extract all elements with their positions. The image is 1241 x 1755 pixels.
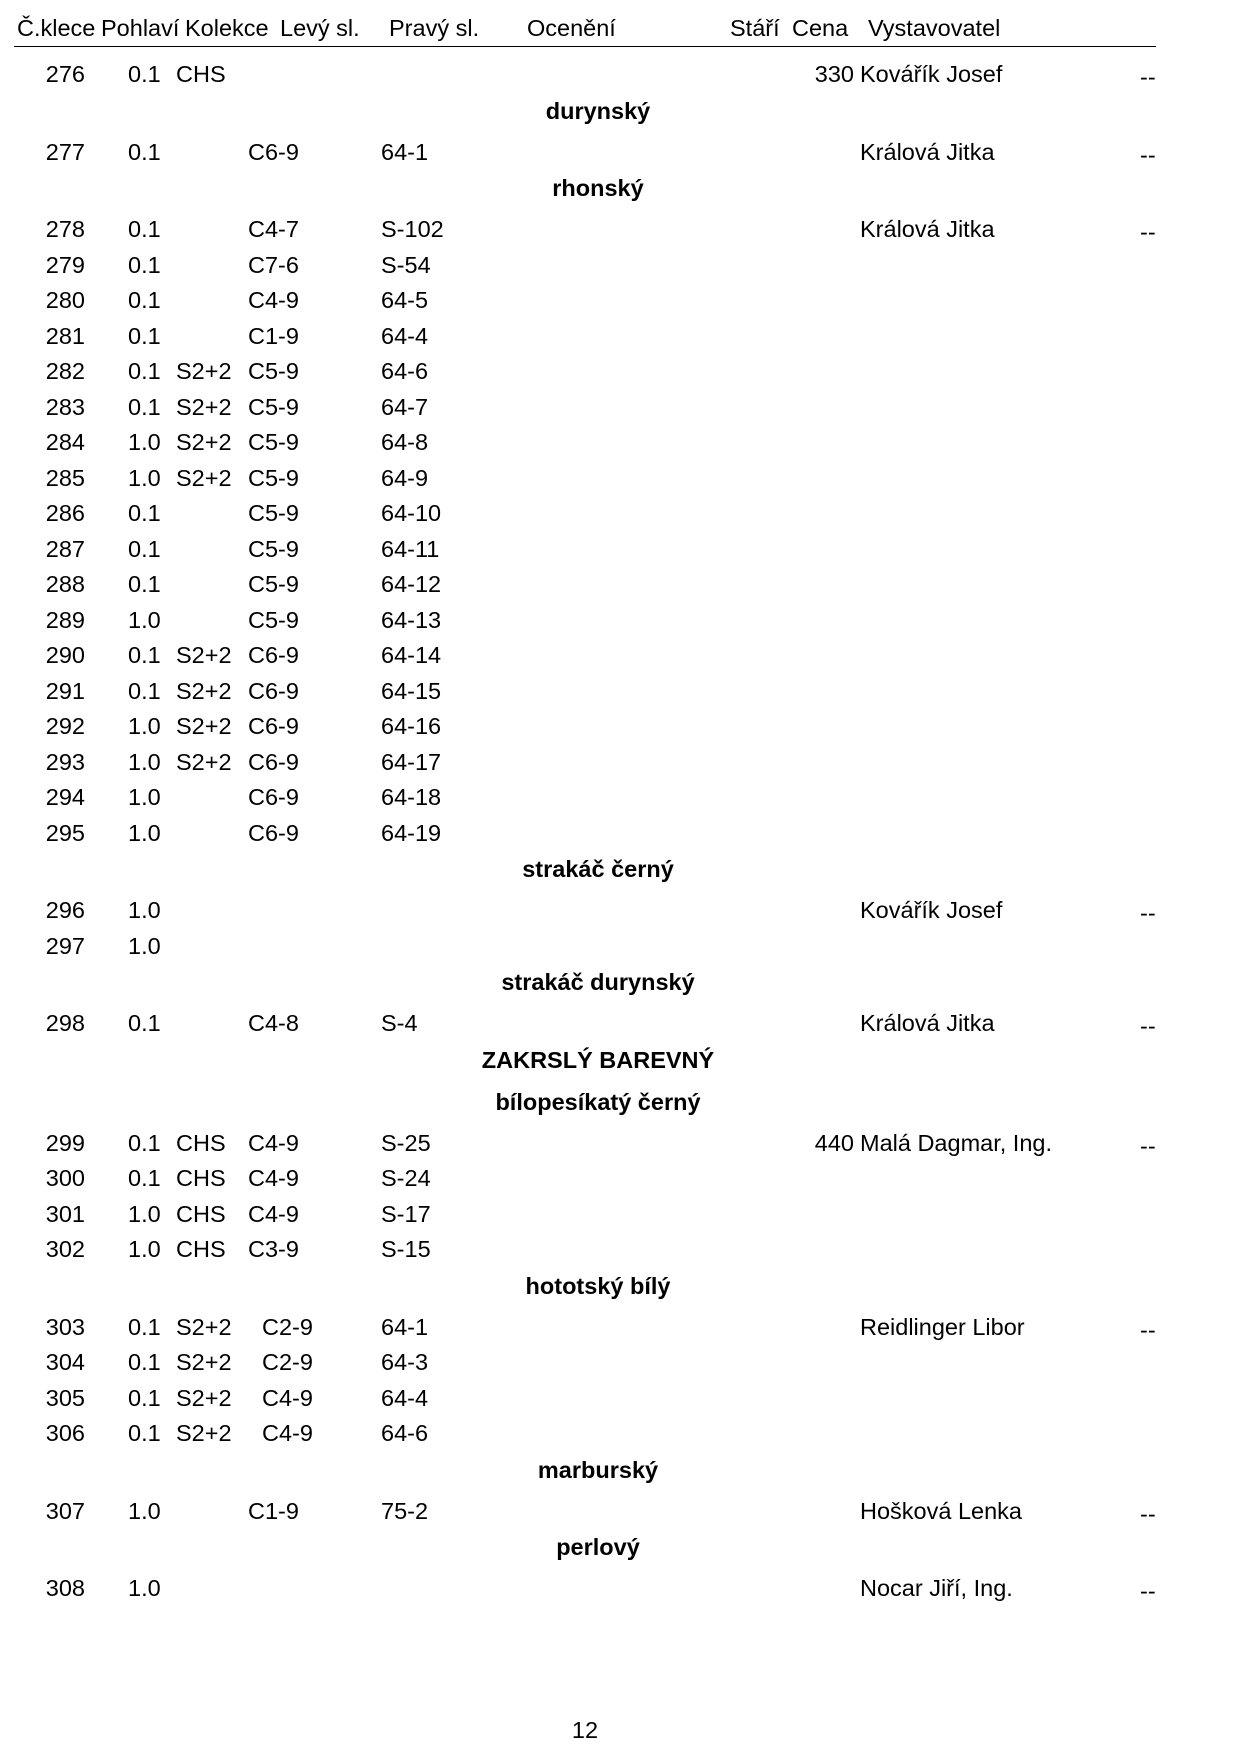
sex-ratio: 0.1 — [128, 535, 161, 562]
left-ring: C6-9 — [248, 784, 299, 810]
rating-dash: -- — [1140, 1013, 1156, 1039]
right-ring: 64-1 — [381, 1313, 429, 1340]
cage-number: 306 — [45, 1420, 85, 1446]
right-ring: 64-5 — [381, 287, 429, 313]
cage-number: 279 — [45, 251, 85, 278]
collection-code: S2+2 — [176, 748, 232, 775]
collection-code: S2+2 — [176, 713, 232, 739]
sex-ratio: 0.1 — [128, 1165, 161, 1191]
sex-ratio: 0.1 — [128, 287, 161, 313]
right-ring: 64-18 — [381, 784, 442, 810]
sex-ratio: 0.1 — [128, 251, 161, 278]
cage-number: 291 — [45, 677, 85, 704]
price: 440 — [814, 1129, 854, 1156]
rating-dash: -- — [1140, 141, 1156, 168]
sex-ratio: 0.1 — [128, 500, 161, 526]
left-ring: C4-9 — [248, 1165, 299, 1191]
left-ring: C5-9 — [248, 606, 299, 633]
collection-code: CHS — [176, 1236, 226, 1262]
sex-ratio: 0.1 — [128, 1313, 161, 1340]
exhibitor-name: Kovářík Josef — [860, 61, 1003, 87]
cage-number: 296 — [45, 897, 85, 923]
collection-code: S2+2 — [176, 464, 232, 491]
cage-number: 295 — [45, 819, 85, 846]
header-rule — [14, 46, 1156, 47]
cage-number: 278 — [45, 216, 85, 242]
section-heading: strakáč černý — [522, 856, 674, 882]
exhibitor-name: Malá Dagmar, Ing. — [860, 1129, 1053, 1156]
cage-number: 286 — [45, 500, 85, 526]
sex-ratio: 1.0 — [128, 713, 161, 739]
sex-ratio: 0.1 — [128, 642, 161, 668]
cage-number: 304 — [45, 1349, 85, 1375]
sex-ratio: 1.0 — [128, 819, 161, 846]
section-heading: strakáč durynský — [501, 969, 695, 995]
collection-code: CHS — [176, 1165, 226, 1191]
cage-number: 276 — [45, 61, 85, 87]
collection-code: S2+2 — [176, 393, 232, 420]
sex-ratio: 1.0 — [128, 748, 161, 775]
cage-number: 294 — [45, 784, 85, 810]
left-ring: C6-9 — [248, 713, 299, 739]
right-ring: 64-1 — [381, 138, 429, 165]
sex-ratio: 1.0 — [128, 897, 161, 923]
left-ring: C4-9 — [248, 287, 299, 313]
left-ring: C1-9 — [248, 1497, 299, 1524]
left-ring: C5-9 — [248, 464, 299, 491]
left-ring: C6-9 — [248, 748, 299, 775]
sex-ratio: 0.1 — [128, 216, 161, 242]
section-heading: hototský bílý — [525, 1272, 671, 1299]
cage-number: 292 — [45, 713, 85, 739]
left-ring: C4-9 — [262, 1420, 313, 1446]
right-ring: 64-17 — [381, 748, 442, 775]
right-ring: 64-7 — [381, 393, 429, 420]
sex-ratio: 1.0 — [128, 784, 161, 810]
cage-number: 284 — [45, 429, 85, 455]
exhibitor-name: Králová Jitka — [860, 216, 995, 242]
sex-ratio: 1.0 — [128, 1236, 161, 1262]
right-ring: 64-19 — [381, 819, 442, 846]
right-ring: 64-14 — [381, 642, 442, 668]
exhibitor-name: Reidlinger Libor — [860, 1313, 1025, 1340]
sex-ratio: 0.1 — [128, 1129, 161, 1156]
cage-number: 302 — [45, 1236, 85, 1262]
left-ring: C4-9 — [248, 1129, 299, 1156]
cage-number: 280 — [45, 287, 85, 313]
right-ring: S-4 — [381, 1010, 418, 1036]
left-ring: C4-7 — [248, 216, 299, 242]
cage-number: 298 — [45, 1010, 85, 1036]
right-ring: 64-8 — [381, 429, 429, 455]
left-ring: C5-9 — [248, 393, 299, 420]
sex-ratio: 0.1 — [128, 322, 161, 349]
cage-number: 301 — [45, 1200, 85, 1227]
rating-dash: -- — [1140, 219, 1156, 245]
right-ring: S-24 — [381, 1165, 431, 1191]
left-ring: C4-9 — [248, 1200, 299, 1227]
collection-code: CHS — [176, 1129, 226, 1156]
header-rating: Ocenění — [527, 15, 616, 41]
sex-ratio: 0.1 — [128, 393, 161, 420]
cage-number: 300 — [45, 1165, 85, 1191]
sex-ratio: 1.0 — [128, 1497, 161, 1524]
right-ring: 64-16 — [381, 713, 442, 739]
left-ring: C5-9 — [248, 535, 299, 562]
right-ring: 64-15 — [381, 677, 442, 704]
right-ring: 64-11 — [381, 535, 440, 562]
sex-ratio: 0.1 — [128, 677, 161, 704]
left-ring: C7-6 — [248, 251, 299, 278]
header-cage: Č.klece — [17, 15, 96, 41]
collection-code: CHS — [176, 61, 226, 87]
sex-ratio: 0.1 — [128, 1420, 161, 1446]
right-ring: 64-4 — [381, 322, 429, 349]
left-ring: C2-9 — [262, 1349, 313, 1375]
page-number: 12 — [571, 1717, 599, 1743]
right-ring: 64-6 — [381, 1420, 429, 1446]
sex-ratio: 0.1 — [128, 138, 161, 165]
right-ring: 64-3 — [381, 1349, 429, 1375]
rating-dash: -- — [1140, 1132, 1156, 1159]
left-ring: C1-9 — [248, 322, 299, 349]
right-ring: 64-10 — [381, 500, 442, 526]
section-heading: bílopesíkatý černý — [495, 1088, 701, 1115]
left-ring: C5-9 — [248, 358, 299, 384]
section-heading: durynský — [545, 97, 651, 124]
cage-number: 283 — [45, 393, 85, 420]
rating-dash: -- — [1140, 64, 1156, 90]
left-ring: C6-9 — [248, 642, 299, 668]
price: 330 — [814, 61, 854, 87]
cage-number: 299 — [45, 1129, 85, 1156]
collection-code: S2+2 — [176, 429, 232, 455]
cage-number: 307 — [45, 1497, 85, 1524]
section-heading: marburský — [537, 1456, 659, 1483]
exhibitor-name: Králová Jitka — [860, 1010, 995, 1036]
right-ring: 64-12 — [381, 571, 442, 597]
left-ring: C6-9 — [248, 138, 299, 165]
right-ring: S-17 — [381, 1200, 431, 1227]
header-collection: Kolekce — [185, 15, 269, 41]
sex-ratio: 0.1 — [128, 358, 161, 384]
left-ring: C2-9 — [262, 1313, 313, 1340]
right-ring: 64-4 — [381, 1384, 429, 1411]
right-ring: 64-6 — [381, 358, 429, 384]
header-exhibitor: Vystavovatel — [868, 15, 1001, 41]
right-ring: S-25 — [381, 1129, 431, 1156]
collection-code: S2+2 — [176, 358, 232, 384]
sex-ratio: 1.0 — [128, 429, 161, 455]
sex-ratio: 1.0 — [128, 1200, 161, 1227]
cage-number: 282 — [45, 358, 85, 384]
cage-number: 303 — [45, 1313, 85, 1340]
left-ring: C5-9 — [248, 500, 299, 526]
right-ring: S-15 — [381, 1236, 431, 1262]
rating-dash: -- — [1140, 1578, 1156, 1604]
rating-dash: -- — [1140, 1500, 1156, 1527]
left-ring: C3-9 — [248, 1236, 299, 1262]
cage-number: 277 — [45, 138, 85, 165]
collection-code: S2+2 — [176, 1384, 232, 1411]
sex-ratio: 0.1 — [128, 1349, 161, 1375]
section-heading: ZAKRSLÝ BAREVNÝ — [481, 1046, 715, 1073]
header-right-ring: Pravý sl. — [389, 15, 480, 41]
left-ring: C6-9 — [248, 677, 299, 704]
sex-ratio: 1.0 — [128, 932, 161, 959]
sex-ratio: 1.0 — [128, 606, 161, 633]
exhibitor-name: Nocar Jiří, Ing. — [860, 1575, 1013, 1601]
sex-ratio: 0.1 — [128, 1010, 161, 1036]
left-ring: C5-9 — [248, 429, 299, 455]
collection-code: S2+2 — [176, 642, 232, 668]
right-ring: 64-13 — [381, 606, 442, 633]
cage-number: 293 — [45, 748, 85, 775]
cage-number: 285 — [45, 464, 85, 491]
cage-number: 289 — [45, 606, 85, 633]
sex-ratio: 1.0 — [128, 464, 161, 491]
cage-number: 281 — [45, 322, 85, 349]
cage-number: 290 — [45, 642, 85, 668]
cage-number: 308 — [45, 1575, 85, 1601]
cage-number: 297 — [45, 932, 85, 959]
collection-code: S2+2 — [176, 1420, 232, 1446]
exhibitor-name: Kovářík Josef — [860, 897, 1003, 923]
left-ring: C4-9 — [262, 1384, 313, 1411]
cage-number: 288 — [45, 571, 85, 597]
left-ring: C4-8 — [248, 1010, 299, 1036]
right-ring: S-54 — [381, 251, 431, 278]
exhibitor-name: Králová Jitka — [860, 138, 995, 165]
header-sex: Pohlaví — [101, 15, 180, 41]
collection-code: S2+2 — [176, 677, 232, 704]
collection-code: CHS — [176, 1200, 226, 1227]
collection-code: S2+2 — [176, 1349, 232, 1375]
cage-number: 305 — [45, 1384, 85, 1411]
cage-number: 287 — [45, 535, 85, 562]
header-left-ring: Levý sl. — [280, 15, 360, 41]
sex-ratio: 0.1 — [128, 1384, 161, 1411]
rating-dash: -- — [1140, 1316, 1156, 1343]
sex-ratio: 1.0 — [128, 1575, 161, 1601]
right-ring: 64-9 — [381, 464, 429, 491]
header-age: Stáří — [730, 15, 780, 41]
left-ring: C5-9 — [248, 571, 299, 597]
rating-dash: -- — [1140, 900, 1156, 926]
collection-code: S2+2 — [176, 1313, 232, 1340]
section-heading: perlový — [556, 1534, 640, 1560]
right-ring: S-102 — [381, 216, 444, 242]
left-ring: C6-9 — [248, 819, 299, 846]
right-ring: 75-2 — [381, 1497, 429, 1524]
section-heading: rhonský — [552, 175, 644, 201]
sex-ratio: 0.1 — [128, 61, 161, 87]
sex-ratio: 0.1 — [128, 571, 161, 597]
header-price: Cena — [792, 15, 849, 41]
exhibitor-name: Hošková Lenka — [860, 1497, 1022, 1524]
